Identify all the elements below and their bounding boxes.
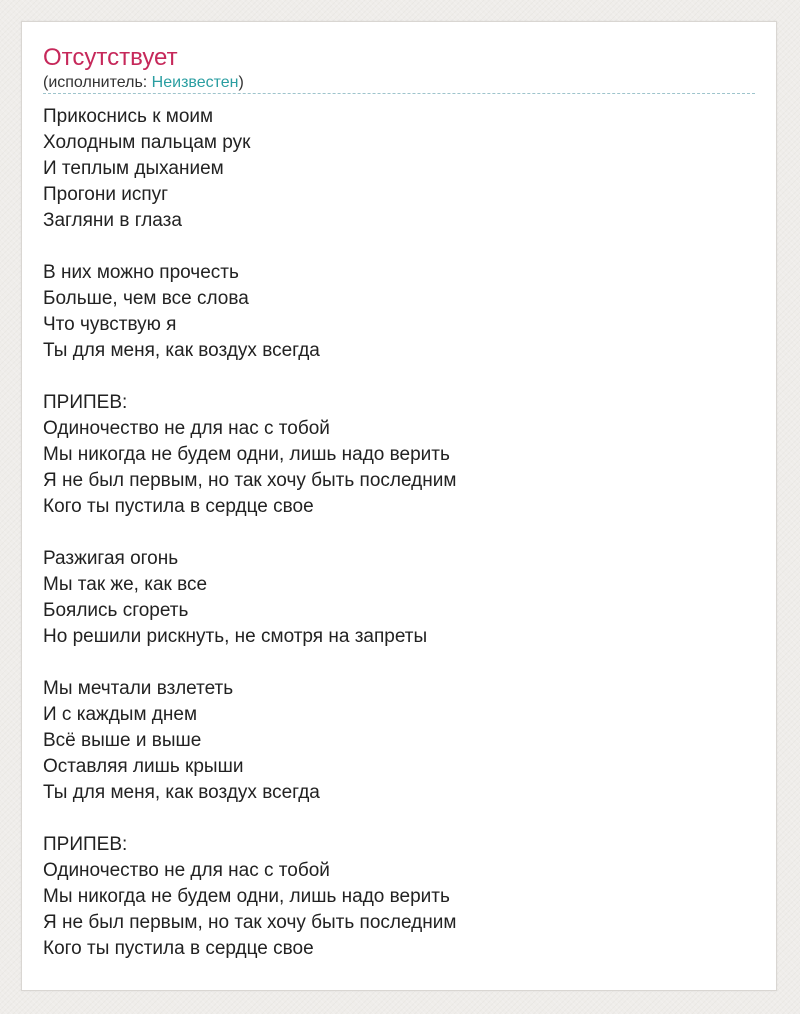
lyrics-line: Одиночество не для нас с тобой [43,418,330,439]
song-title: Отсутствует [43,44,178,71]
lyrics-line: Что чувствую я [43,314,177,335]
lyrics-line: Загляни в глаза [43,210,182,231]
lyrics-line: Мы мечтали взлететь [43,678,234,699]
lyrics-line: Мы никогда не будем одни, лишь надо верить [43,886,450,907]
lyrics-line: И теплым дыханием [43,158,224,179]
artist-suffix: ) [238,74,244,91]
lyrics-line: Прогони испуг [43,184,169,205]
artist-prefix: (исполнитель: [43,74,152,91]
lyrics-stanza [43,260,743,364]
lyrics-stanza [43,676,743,806]
lyrics-line: Прикоснись к моим [43,106,214,127]
title-divider [43,93,755,94]
lyrics-line: ПРИПЕВ: [43,834,128,855]
lyrics-line: Мы так же, как все [43,574,208,595]
lyrics-card [21,21,777,991]
artist-link[interactable]: Неизвестен [151,74,239,91]
lyrics-text [43,104,743,988]
lyrics-line: Кого ты пустила в сердце свое [43,496,314,517]
lyrics-line: И с каждым днем [43,704,198,725]
lyrics-line: Кого ты пустила в сердце свое [43,938,314,959]
artist-line [43,73,244,93]
lyrics-line: Одиночество не для нас с тобой [43,860,330,881]
lyrics-line: Я не был первым, но так хочу быть последним [43,470,457,491]
lyrics-line: В них можно прочесть [43,262,239,283]
lyrics-stanza [43,390,743,520]
lyrics-stanza [43,104,743,234]
lyrics-line: Я не был первым, но так хочу быть последним [43,912,457,933]
lyrics-stanza [43,546,743,650]
lyrics-line: ПРИПЕВ: [43,392,128,413]
lyrics-line: Холодным пальцам рук [43,132,251,153]
lyrics-line: Ты для меня, как воздух всегда [43,782,320,803]
lyrics-line: Боялись сгореть [43,600,189,621]
lyrics-stanza [43,832,743,962]
lyrics-line: Разжигая огонь [43,548,179,569]
lyrics-line: Больше, чем все слова [43,288,249,309]
lyrics-line: Но решили рискнуть, не смотря на запреты [43,626,428,647]
lyrics-line: Оставляя лишь крыши [43,756,244,777]
lyrics-line: Мы никогда не будем одни, лишь надо верить [43,444,450,465]
lyrics-line: Ты для меня, как воздух всегда [43,340,320,361]
lyrics-line: Всё выше и выше [43,730,202,751]
